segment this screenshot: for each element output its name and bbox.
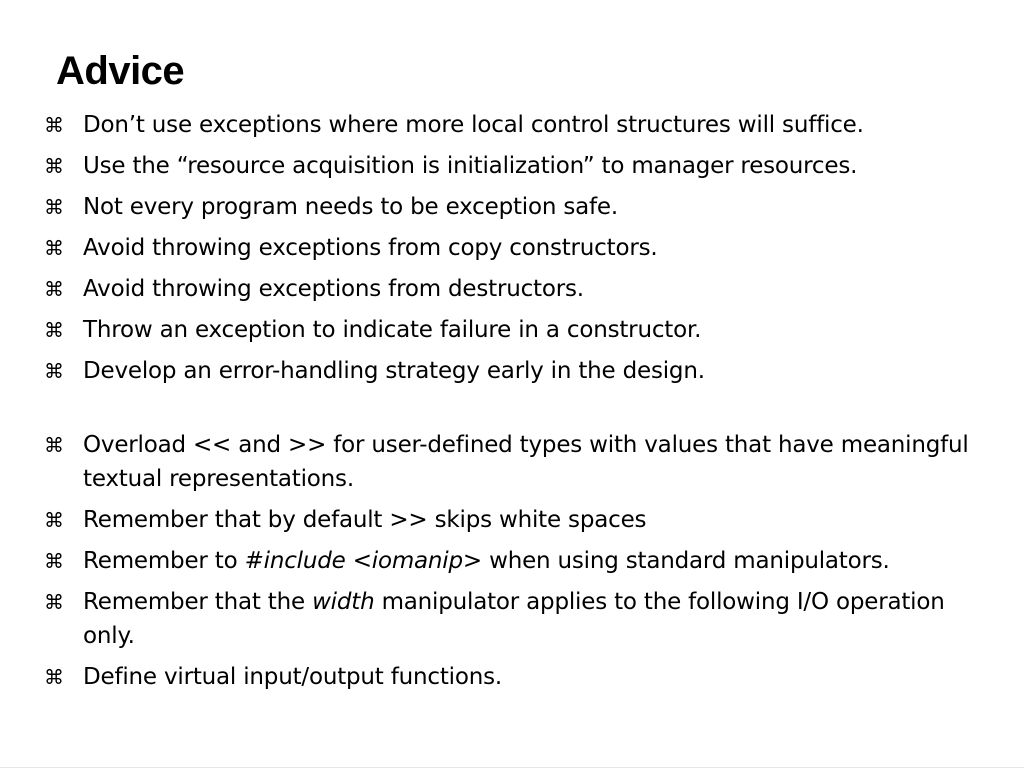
bullet-item	[44, 231, 994, 265]
bullet-text-segment: Define virtual input/output functions.	[83, 664, 502, 690]
command-key-icon: ⌘	[44, 277, 64, 301]
bullet-text-segment: Remember that the	[83, 589, 313, 615]
bullet-text-segment: Avoid throwing exceptions from copy constructors.	[83, 235, 658, 261]
bullet-text-segment: Develop an error-handling strategy early in the design.	[83, 358, 705, 384]
bullet-text	[83, 153, 857, 179]
bullet-text-segment: Use the “resource acquisition is initialization” to manager resources.	[83, 153, 858, 179]
bullet-item	[44, 149, 994, 183]
bullet-text	[83, 358, 705, 384]
bullet-text	[83, 235, 657, 261]
bullet-text	[83, 548, 890, 574]
command-key-icon: ⌘	[44, 590, 64, 614]
command-key-icon: ⌘	[44, 195, 64, 219]
bullet-text	[83, 664, 502, 690]
command-key-icon: ⌘	[44, 154, 64, 178]
command-key-icon: ⌘	[44, 433, 64, 457]
bullet-text-segment: when using standard manipulators.	[481, 548, 890, 574]
bullet-text-segment: Throw an exception to indicate failure in a constructor.	[83, 317, 702, 343]
bullet-text-segment: Avoid throwing exceptions from destructors.	[83, 276, 584, 302]
bullet-item	[44, 660, 994, 694]
bullet-text	[83, 112, 864, 138]
slide-title: Advice	[56, 49, 185, 93]
bullet-text-segment: Don’t use exceptions where more local control structures will suffice.	[83, 112, 864, 138]
command-key-icon: ⌘	[44, 508, 64, 532]
bullet-text-segment: Remember to	[83, 548, 245, 574]
bullet-text-segment: Overload << and >> for user-defined types with values that have meaningful textual representations.	[83, 432, 969, 492]
bullet-text-segment: Not every program needs to be exception safe.	[83, 194, 618, 220]
bullet-item	[44, 503, 994, 537]
bullet-item	[44, 313, 994, 347]
bullet-code-term: #include <iomanip>	[244, 548, 482, 574]
command-key-icon: ⌘	[44, 318, 64, 342]
bullet-list	[44, 108, 994, 701]
bullet-text	[83, 317, 701, 343]
bullet-code-term: width	[312, 589, 375, 615]
bullet-text	[83, 194, 618, 220]
bullet-text	[83, 507, 646, 533]
bullet-item	[44, 544, 994, 578]
command-key-icon: ⌘	[44, 113, 64, 137]
bullet-item	[44, 190, 994, 224]
bullet-item	[44, 272, 994, 306]
bullet-item	[44, 585, 994, 653]
bullet-item	[44, 428, 994, 496]
bullet-text	[83, 276, 584, 302]
bullet-item	[44, 354, 994, 388]
command-key-icon: ⌘	[44, 236, 64, 260]
command-key-icon: ⌘	[44, 665, 64, 689]
command-key-icon: ⌘	[44, 359, 64, 383]
bullet-item	[44, 108, 994, 142]
bullet-text	[83, 432, 969, 492]
bullet-text-segment: Remember that by default >> skips white spaces	[83, 507, 647, 533]
command-key-icon: ⌘	[44, 549, 64, 573]
bullet-text	[83, 589, 945, 649]
bullet-text-segment: manipulator applies to the following I/O operation only.	[83, 589, 945, 649]
